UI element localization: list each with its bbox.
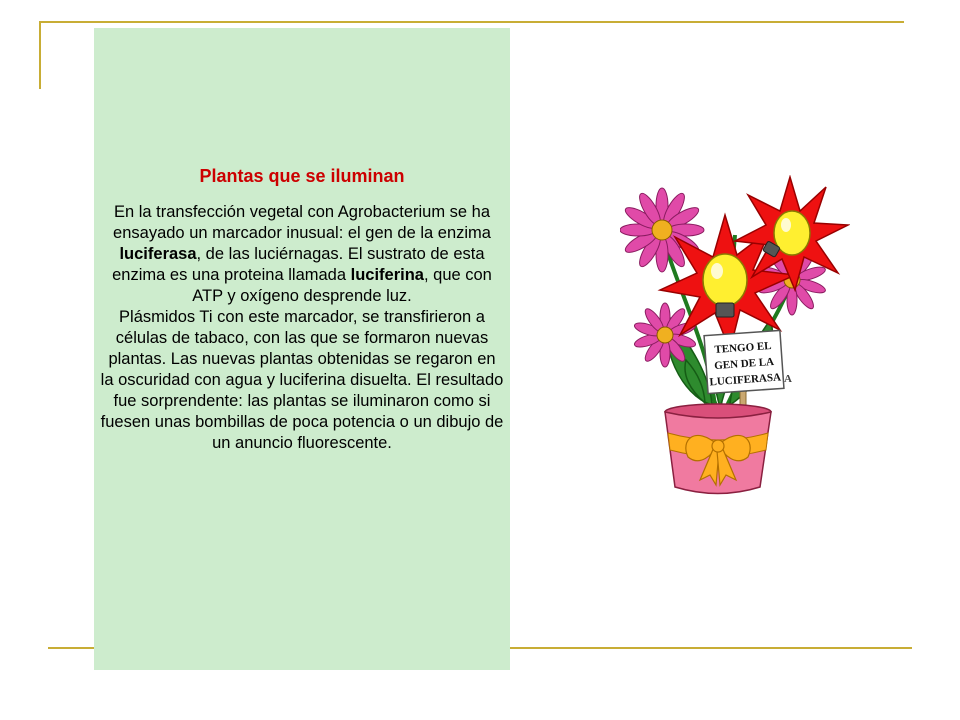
body-text: [100, 202, 504, 534]
bold-term-luciferina: luciferina: [350, 266, 424, 284]
stray-letter: A: [784, 373, 792, 385]
text-run: En la transfección vegetal con Agrobacterium se ha ensayado un marcador inusual: el gen de la enzima: [113, 203, 491, 242]
sign-line-1: TENGO EL: [714, 340, 772, 357]
paragraph-2: Plásmidos Ti con este marcador, se transfirieron a células de tabaco, con las que se formaron nuevas plantas. Las nuevas plantas obtenidas se regaron en la oscuridad con agua y luciferina disuelta. El resultado fue sorprendente: las plantas se iluminaron como si fuesen unas bombillas de poca potencia o un dibujo de un anuncio fluorescente.: [100, 308, 504, 452]
top-rule: [40, 21, 904, 23]
slide-title: Plantas que se iluminan: [199, 166, 405, 186]
paragraph-1: [112, 203, 492, 305]
sign-line-2: GEN DE LA: [713, 355, 775, 373]
flower-pot-image: [620, 175, 850, 500]
text-panel: [94, 28, 510, 670]
text-run: , que con ATP y oxígeno desprende luz.: [192, 266, 492, 305]
flower-pot: [665, 404, 771, 494]
luciferase-sign: [704, 330, 784, 393]
text-run: , de las luciérnagas. El sustrato de esta enzima es una proteina llamada: [112, 245, 485, 284]
left-rule: [39, 21, 41, 89]
bold-term-luciferasa: luciferasa: [119, 245, 197, 263]
sign-line-3: LUCIFERASA: [709, 371, 782, 389]
glowing-plant-illustration: [620, 175, 850, 500]
